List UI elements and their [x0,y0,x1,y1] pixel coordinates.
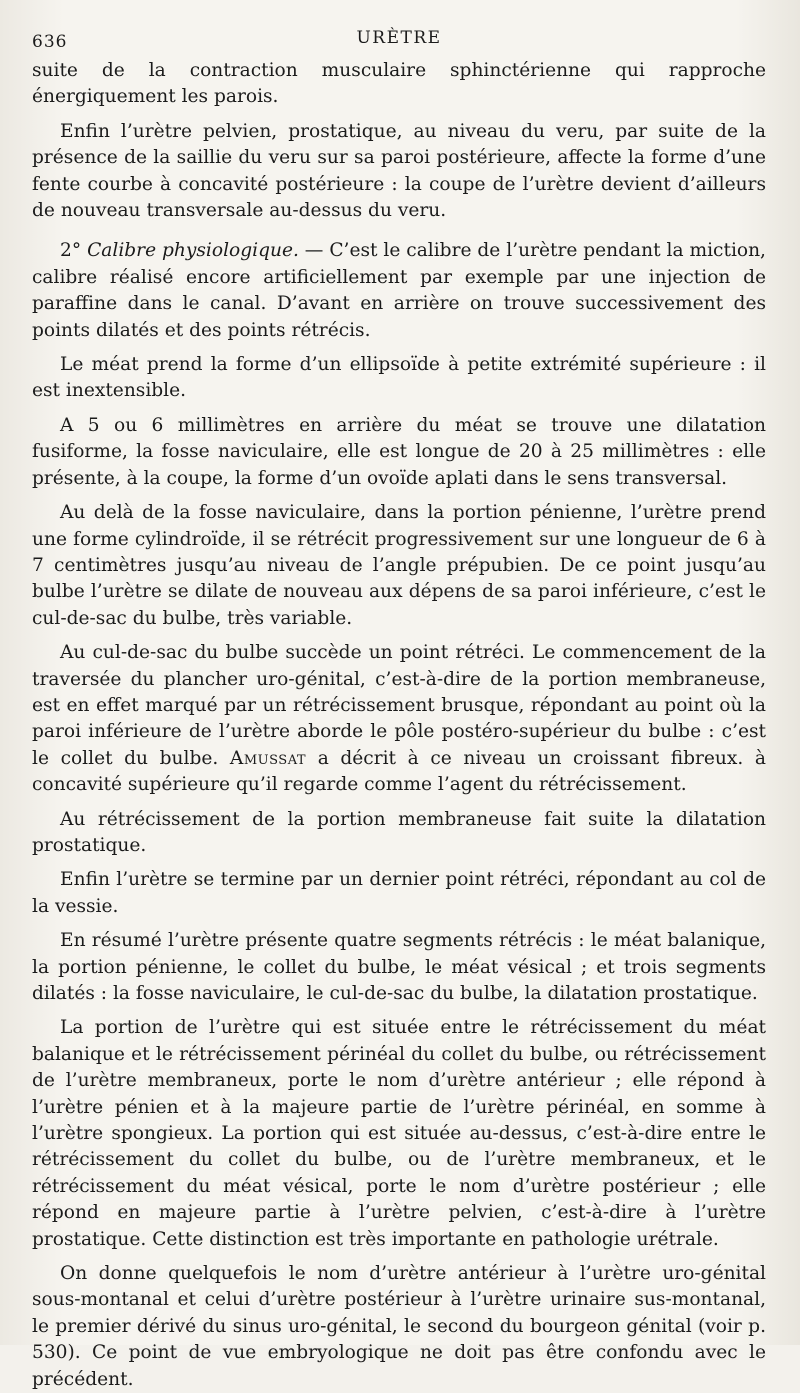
section-paragraph [32,238,766,344]
section-text: — C’est le calibre de l’urètre pendant la miction, calibre réalisé encore artificiellement par exemple par une injection de paraffine dans le canal. D’avant en arrière on trouve successivement des points dilatés et des points rétrécis. [32,240,766,341]
body-text [32,58,766,1393]
paragraph: Au rétrécissement de la portion membraneuse fait suite la dilatation prostatique. [32,808,766,856]
paragraph: A 5 ou 6 millimètres en arrière du méat se trouve une dilatation fusiforme, la fosse naviculaire, elle est longue de 20 à 25 millimètres : elle présente, à la coupe, la forme d’un ovoïde aplati dans le sens transversal. [32,414,766,489]
paragraph-part: Au cul-de-sac du bulbe succède un point rétréci. Le commencement de la traversée du plancher uro-génital, c’est-à-dire de la portion membraneuse, est en effet marqué par un rétrécissement brusque, répondant au point où la paroi inférieure de l’urètre aborde le pôle postéro-supérieur du bulbe : c’est le collet du bulbe. [32,642,766,769]
running-title: URÈTRE [356,28,442,48]
paragraph: suite de la contraction musculaire sphinctérienne qui rapproche énergiquement les parois. [32,60,766,108]
paragraph: On donne quelquefois le nom d’urètre antérieur à l’urètre uro-génital sous-montanal et celui d’urètre postérieur à l’urètre urinaire sus-montanal, le premier dérivé du sinus uro-génital, le second du bourgeon génital (voir p. 530). Ce point de vue embryologique ne doit pas être confondu avec le précédent. [32,1263,766,1390]
running-head [32,24,766,58]
paragraph: La portion de l’urètre qui est située entre le rétrécissement du méat balanique et le rétrécissement périnéal du collet du bulbe, ou rétrécissement de l’urètre membraneux, porte le nom d’urètre antérieur ; elle répond à l’urètre pénien et à la majeure partie de l’urètre périnéal, en somme à l’urètre spongieux. La portion qui est située au-dessus, c’est-à-dire entre le rétrécissement du collet du bulbe, ou de l’urètre membraneux, et le rétrécissement du méat vésical, porte le nom d’urètre postérieur ; elle répond en majeure partie à l’urètre pelvien, c’est-à-dire à l’urètre prostatique. Cette distinction est très importante en pathologie urétrale. [32,1017,766,1250]
section-title: Calibre physiologique. [87,240,299,262]
author-name: Amussat [229,747,307,769]
section-number: 2° [60,240,82,262]
paragraph [32,640,766,798]
paragraph: Au delà de la fosse naviculaire, dans la portion pénienne, l’urètre prend une forme cylindroïde, il se rétrécit progressivement sur une longueur de 6 à 7 centimètres jusqu’au niveau de l’angle prépubien. De ce point jusqu’au bulbe l’urètre se dilate de nouveau aux dépens de sa paroi inférieure, c’est le cul-de-sac du bulbe, très variable. [32,502,766,629]
paragraph: Enfin l’urètre se termine par un dernier point rétréci, répondant au col de la vessie. [32,869,766,917]
page-number: 636 [32,32,68,52]
paragraph: En résumé l’urètre présente quatre segments rétrécis : le méat balanique, la portion pénienne, le collet du bulbe, le méat vésical ; et trois segments dilatés : la fosse naviculaire, le cul-de-sac du bulbe, la dilatation prostatique. [32,930,766,1004]
paragraph: Enfin l’urètre pelvien, prostatique, au niveau du veru, par suite de la présence de la saillie du veru sur sa paroi postérieure, affecte la forme d’une fente courbe à concavité postérieure : la coupe de l’urètre devient d’ailleurs de nouveau transversale au-dessus du veru. [32,120,766,222]
paragraph-part: a décrit à ce niveau un croissant fibreux. à concavité supérieure qu’il regarde comme l’agent du rétrécissement. [32,747,766,796]
paragraph: Le méat prend la forme d’un ellipsoïde à petite extrémité supérieure : il est inextensible. [32,354,766,402]
